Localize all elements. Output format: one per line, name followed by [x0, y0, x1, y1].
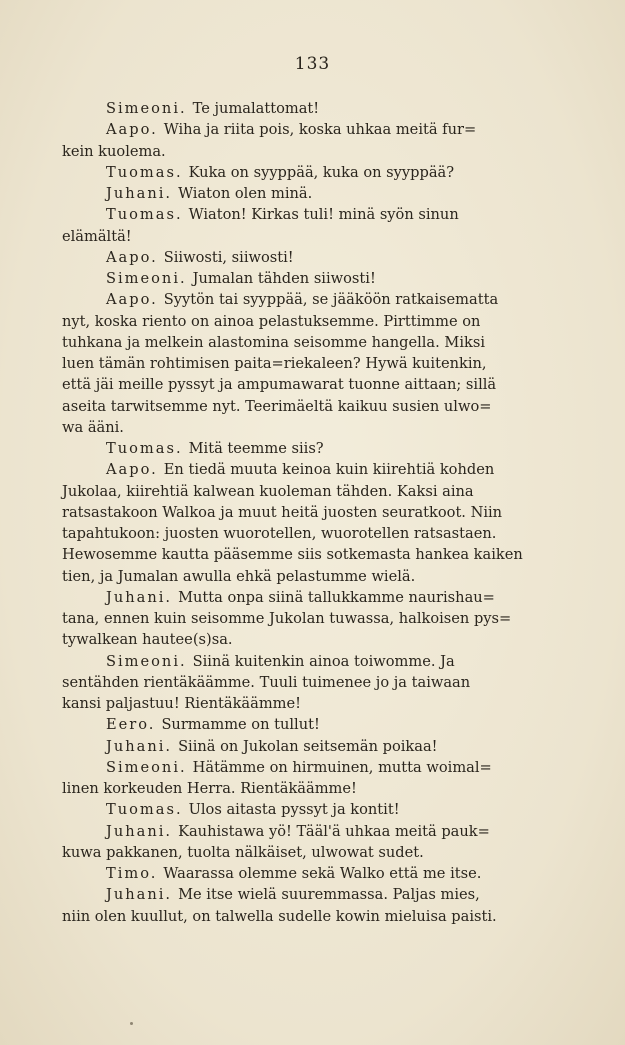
line-text: Kuka on syyppää, kuka on syyppää?	[188, 163, 455, 181]
line-text: En tiedä muuta keinoa kuin kiirehtiä kohden	[163, 461, 495, 479]
line-text: että jäi meille pyssyt ja ampumawarat tuonne aittaan; sillä	[62, 376, 497, 394]
line-text: Ulos aitasta pyssyt ja kontit!	[188, 801, 400, 819]
line-text: niin olen kuullut, on talwella sudelle kowin mieluisa paisti.	[62, 907, 497, 925]
text-line	[62, 374, 530, 395]
line-text: tana, ennen kuin seisomme Jukolan tuwassa, halkoisen pys=	[62, 610, 512, 627]
line-text: Wiaton olen minä.	[178, 185, 313, 202]
speaker-name: Simeoni.	[106, 652, 187, 670]
line-text: Te jumalattomat!	[192, 100, 320, 117]
text-line	[62, 672, 530, 693]
line-text: Wiaton! Kirkas tuli! minä syön sinun	[188, 206, 459, 224]
speaker-name: Simeoni.	[106, 758, 187, 776]
dialogue-text	[62, 98, 530, 927]
line-text: sentähden rientäkäämme. Tuuli tuimenee jo ja taiwaan	[62, 673, 471, 691]
text-line	[62, 98, 530, 119]
text-line	[62, 162, 530, 183]
line-text: Jukolaa, kiirehtiä kalwean kuoleman tähden. Kaksi aina	[62, 482, 474, 500]
line-text: Syytön tai syyppää, se jääköön ratkaisematta	[163, 291, 499, 309]
text-line	[62, 183, 530, 204]
speaker-name: Juhani.	[106, 886, 173, 904]
line-text: Jumalan tähden siiwosti!	[192, 270, 376, 287]
line-text: nyt, koska riento on ainoa pelastuksemme. Pirttimme on	[62, 312, 481, 330]
line-text: kansi paljastuu! Rientäkäämme!	[62, 695, 302, 712]
line-text: Hätämme on hirmuinen, mutta woimal=	[192, 758, 492, 776]
text-line	[62, 247, 530, 268]
speaker-name: Aapo.	[106, 291, 158, 309]
speaker-name: Simeoni.	[106, 270, 187, 287]
text-line	[62, 884, 530, 905]
speaker-name: Aapo.	[106, 461, 158, 479]
text-line	[62, 842, 530, 863]
text-line	[62, 438, 530, 459]
speaker-name: Eero.	[106, 716, 156, 734]
line-text: tywalkean hautee(s)sa.	[62, 631, 233, 649]
text-line	[62, 629, 530, 650]
line-text: kein kuolema.	[62, 142, 166, 160]
text-line	[62, 481, 530, 502]
line-text: Surmamme on tullut!	[161, 716, 320, 734]
page-number: 133	[294, 54, 331, 74]
line-text: Wiha ja riita pois, koska uhkaa meitä fur=	[163, 121, 477, 139]
text-line	[62, 821, 530, 842]
line-text: Hewosemme kautta pääsemme siis sotkemasta hankea kaiken	[62, 546, 523, 564]
speaker-name: Juhani.	[106, 737, 173, 755]
text-line	[62, 268, 530, 289]
speaker-name: Timo.	[106, 865, 158, 882]
text-line	[62, 736, 530, 757]
speaker-name: Juhani.	[106, 185, 173, 202]
text-line	[62, 119, 530, 140]
line-text: tapahtukoon: juosten wuorotellen, wuorotellen ratsastaen.	[62, 525, 497, 542]
line-text: Kauhistawa yö! Tääl'ä uhkaa meitä pauk=	[178, 822, 490, 840]
speaker-name: Simeoni.	[106, 100, 187, 117]
speaker-name: Aapo.	[106, 121, 158, 139]
text-line	[62, 566, 530, 587]
speaker-name: Tuomas.	[106, 163, 183, 181]
text-line	[62, 778, 530, 799]
text-line	[62, 141, 530, 162]
speaker-name: Tuomas.	[106, 440, 183, 457]
text-line	[62, 226, 530, 247]
text-line	[62, 714, 530, 735]
text-line	[62, 332, 530, 353]
line-text: aseita tarwitsemme nyt. Teerimäeltä kaikuu susien ulwo=	[62, 397, 492, 415]
text-line	[62, 311, 530, 332]
speaker-name: Juhani.	[106, 822, 173, 840]
line-text: kuwa pakkanen, tuolta nälkäiset, ulwowat sudet.	[62, 843, 424, 861]
text-line	[62, 502, 530, 523]
speaker-name: Aapo.	[106, 248, 158, 266]
line-text: tuhkana ja melkein alastomina seisomme hangella. Miksi	[62, 333, 486, 351]
line-text: elämältä!	[62, 227, 132, 245]
speaker-name: Tuomas.	[106, 801, 183, 819]
text-line	[62, 353, 530, 374]
text-line	[62, 523, 530, 544]
text-line	[62, 587, 530, 608]
line-text: wa ääni.	[62, 418, 124, 436]
line-text: ratsastakoon Walkoa ja muut heitä juosten seuratkoot. Niin	[62, 503, 503, 521]
line-text: linen korkeuden Herra. Rientäkäämme!	[62, 780, 357, 797]
text-line	[62, 863, 530, 884]
line-text: Siinä kuitenkin ainoa toiwomme. Ja	[192, 652, 455, 670]
line-text: Mutta onpa siinä tallukkamme naurishau=	[178, 588, 495, 606]
text-line	[62, 757, 530, 778]
text-line	[62, 906, 530, 927]
text-line	[62, 459, 530, 480]
line-text: Mitä teemme siis?	[188, 440, 324, 457]
text-line	[62, 289, 530, 310]
text-line	[62, 651, 530, 672]
line-text: Waarassa olemme sekä Walko että me itse.	[163, 865, 482, 882]
line-text: Siinä on Jukolan seitsemän poikaa!	[178, 737, 438, 755]
line-text: tien, ja Jumalan awulla ehkä pelastumme wielä.	[62, 567, 416, 585]
text-line	[62, 693, 530, 714]
line-text: Siiwosti, siiwosti!	[163, 248, 294, 266]
text-line	[62, 417, 530, 438]
line-text: luen tämän rohtimisen paita=riekaleen? Hywä kuitenkin,	[62, 355, 487, 372]
text-line	[62, 396, 530, 417]
text-line	[62, 799, 530, 820]
line-text: Me itse wielä suuremmassa. Paljas mies,	[178, 886, 480, 904]
ink-speck	[130, 1022, 133, 1025]
speaker-name: Juhani.	[106, 588, 173, 606]
text-line	[62, 608, 530, 629]
text-line	[62, 544, 530, 565]
text-line	[62, 204, 530, 225]
speaker-name: Tuomas.	[106, 206, 183, 224]
